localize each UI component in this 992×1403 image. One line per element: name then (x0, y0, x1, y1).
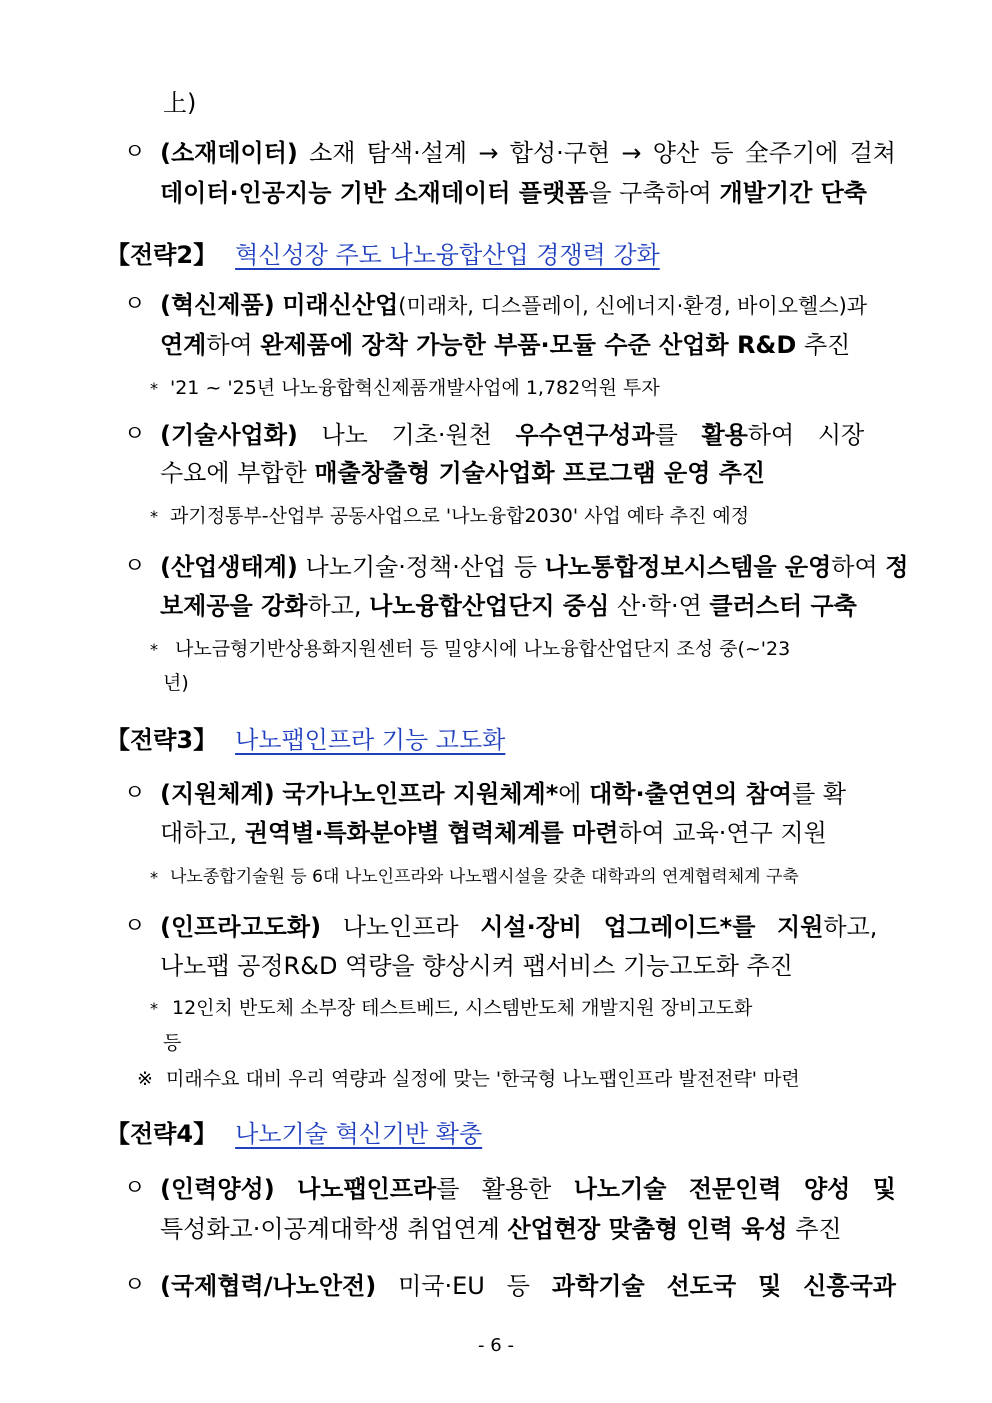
note-star-icon: * (150, 379, 158, 398)
note-support-system: 나노종합기술원 등 6대 나노인프라와 나노팹시설을 갖춘 대학과의 연계협력체계 구축 (170, 867, 799, 887)
note-star-icon: * (150, 507, 158, 526)
reference-note: 미래수요 대비 우리 역량과 실정에 맞는 '한국형 나노팹인프라 발전전략' 마련 (166, 1068, 800, 1090)
item-materials-data-line1: (소재데이터) 소재 탐색·설계 → 합성·구현 → 양산 등 全주기에 걸쳐 (160, 139, 896, 167)
item-innovative-products-line1: (혁신제품) 미래신산업(미래차, 디스플레이, 신에너지·환경, 바이오헬스)과 (160, 291, 868, 319)
item-materials-data-line2: 데이터·인공지능 기반 소재데이터 플랫폼을 구축하여 개발기간 단축 (160, 179, 867, 207)
bullet-icon: ㅇ (124, 140, 146, 165)
item-industry-ecosystem-line2: 보제공을 강화하고, 나노융합산업단지 중심 산·학·연 클러스터 구축 (160, 592, 857, 620)
strategy-4-heading: 【전략4】 나노기술 혁신기반 확충 (106, 1120, 483, 1148)
bullet-icon: ㅇ (124, 914, 146, 939)
note-industry-ecosystem: 나노금형기반상용화지원센터 등 밀양시에 나노융합산업단지 조성 중(~'23 (175, 638, 791, 660)
item-infra-upgrade-line2: 나노팹 공정R&D 역량을 향상시켜 팹서비스 기능고도화 추진 (160, 952, 793, 980)
note-innovative-products: '21 ~ '25년 나노융합혁신제품개발사업에 1,782억원 투자 (170, 377, 660, 399)
item-support-system-line2: 대하고, 권역별·특화분야별 협력체계를 마련하여 교육·연구 지원 (160, 819, 827, 847)
page-number: - 6 - (478, 1335, 514, 1356)
item-support-system-line1: (지원체계) 국가나노인프라 지원체계*에 대학·출연연의 참여를 확 (160, 780, 847, 808)
item-intl-safety-line1: (국제협력/나노안전) 미국·EU 등 과학기술 선도국 및 신흥국과 (160, 1272, 896, 1300)
strategy-2-heading: 【전략2】 혁신성장 주도 나노융합산업 경쟁력 강화 (106, 241, 660, 269)
item-infra-upgrade-line1: (인프라고도화) 나노인프라 시설·장비 업그레이드*를 지원하고, (160, 913, 878, 941)
bullet-icon: ㅇ (124, 292, 146, 317)
note-tech-commercialization: 과기정통부-산업부 공동사업으로 '나노융합2030' 사업 예타 추진 예정 (170, 505, 750, 527)
bullet-icon: ㅇ (124, 554, 146, 579)
note-industry-ecosystem-cont: 년) (163, 672, 189, 694)
bullet-icon: ㅇ (124, 1273, 146, 1298)
item-tech-commercialization-line1: (기술사업화) 나노 기초·원천 우수연구성과를 활용하여 시장 (160, 421, 865, 449)
strategy-3-heading: 【전략3】 나노팹인프라 기능 고도화 (106, 726, 506, 754)
note-star-icon: * (150, 999, 158, 1018)
bullet-icon: ㅇ (124, 1176, 146, 1201)
bullet-icon: ㅇ (124, 422, 146, 447)
note-star-icon: * (150, 868, 158, 887)
reference-mark-icon: ※ (137, 1068, 153, 1090)
item-innovative-products-line2: 연계하여 완제품에 장착 가능한 부품·모듈 수준 산업화 R&D 추진 (160, 331, 851, 359)
item-workforce-line2: 특성화고·이공계대학생 취업연계 산업현장 맞춤형 인력 육성 추진 (160, 1215, 842, 1243)
note-star-icon: * (150, 640, 158, 659)
item-industry-ecosystem-line1: (산업생태계) 나노기술·정책·산업 등 나노통합정보시스템을 운영하여 정 (160, 553, 909, 581)
bullet-icon: ㅇ (124, 781, 146, 806)
note-infra-upgrade: 12인치 반도체 소부장 테스트베드, 시스템반도체 개발지원 장비고도화 (172, 997, 753, 1019)
note-infra-upgrade-cont: 등 (163, 1032, 182, 1054)
item-tech-commercialization-line2: 수요에 부합한 매출창출형 기술사업화 프로그램 운영 추진 (160, 459, 766, 487)
continued-text: 上) (163, 89, 197, 117)
item-workforce-line1: (인력양성) 나노팹인프라를 활용한 나노기술 전문인력 양성 및 (160, 1175, 896, 1203)
